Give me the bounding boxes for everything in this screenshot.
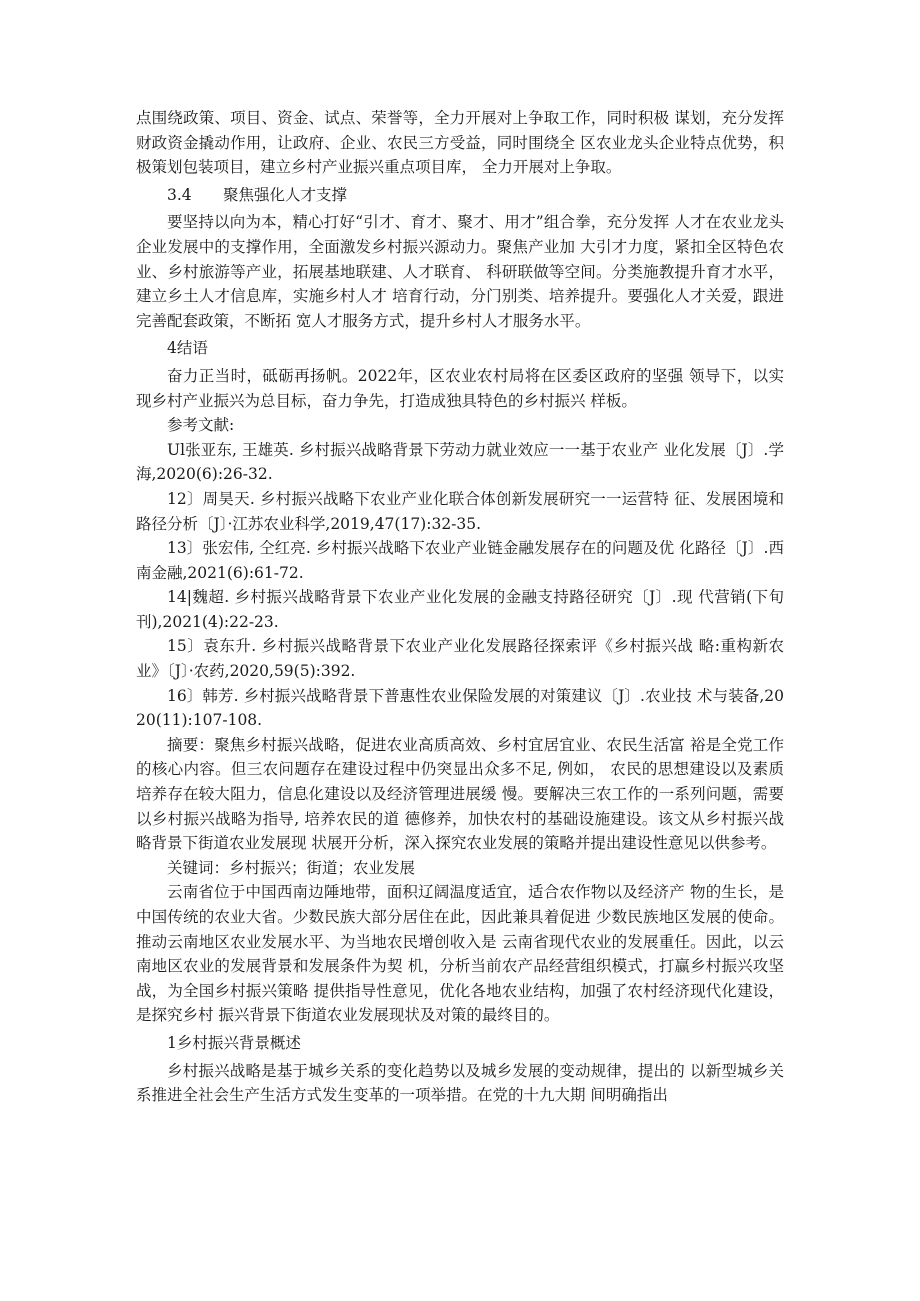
paragraph-conclusion: 奋力正当时，砥砺再扬帆。2022年，区农业农村局将在区委区政府的坚强 领导下，以实现乡村产业振兴为总目标，奋力争先，打造成独具特色的乡村振兴 样板。 (136, 366, 784, 410)
paragraph-yunnan: 云南省位于中国西南边陲地带，面积辽阔温度适宜，适合农作物以及经济产 物的生长，是中国传统的农业大省。少数民族大部分居住在此，因此兼具着促进 少数民族地区发展的使命。推动云南地区农业发展水平、为当地农民增创收入是 云南省现代农业的发展重任。因此，以云南地区农业的发展背景和发展条件为契 机，分析当前农产品经营组织模式，打赢乡村振兴攻坚战，为全国乡村振兴策略 提供指导性意见，优化各地农业结构，加强了农村经济现代化建设，是探究乡村 振兴背景下街道农业发展现状及对策的最终目的。 (136, 883, 784, 1025)
section-title: 聚焦强化人才支撑 (223, 185, 348, 204)
reference-item: 12〕周昊天. 乡村振兴战略下农业产业化联合体创新发展研究一一运营特 征、发展困境和路径分析〔J〕·江苏农业科学,2019,47(17):32-35. (136, 489, 784, 533)
paragraph-talent: 要坚持以向为本，精心打好“引才、育才、聚才、用才”组合拳，充分发挥 人才在农业龙头企业发展中的支撑作用，全面激发乡村振兴源动力。聚焦产业加 大引才力度，紧扣全区特色农业、乡村旅游等产业，拓展基地联建、人才联育、 科研联做等空间。分类施教提升育才水平，建立乡土人才信息库，实施乡村人才 培育行动，分门别类、培养提升。要强化人才关爱，跟进完善配套政策，不断拓 宽人才服务方式，提升乡村人才服务水平。 (136, 213, 784, 330)
section-heading-4: 4结语 (167, 339, 208, 358)
section-heading-1: 1乡村振兴背景概述 (167, 1033, 301, 1052)
reference-item: Ul张亚东, 王雄英. 乡村振兴战略背景下劳动力就业效应一一基于农业产 业化发展〔J〕.学海,2020(6):26-32. (136, 440, 784, 484)
paragraph-abstract: 摘要：聚焦乡村振兴战略，促进农业高质高效、乡村宜居宜业、农民生活富 裕是全党工作的核心内容。但三农问题存在建设过程中仍突显出众多不足, 例如， 农民的思想建设以及素质培养存在较大阻力，信息化建设以及经济管理进展缓 慢。要解决三农工作的一系列问题，需要以乡村振兴战略为指导, 培养农民的道 德修养，加快农村的基础设施建设。该文从乡村振兴战略背景下街道农业发展现 状展开分析，深入探究农业发展的策略并提出建设性意见以供参考。 (136, 735, 784, 853)
paragraph-keywords: 关键词：乡村振兴；街道；农业发展 (167, 858, 416, 877)
section-number: 3.4 (167, 185, 192, 204)
document-page (136, 106, 784, 1108)
paragraph-background: 乡村振兴战略是基于城乡关系的变化趋势以及城乡发展的变动规律，提出的 以新型城乡关系推进全社会生产生活方式发生变革的一项举措。在党的十九大期 间明确指出 (136, 1061, 784, 1105)
reference-item: 15〕袁东升. 乡村振兴战略背景下农业产业化发展路径探索评《乡村振兴战 略:重构新农业》〔J〕·农药,2020,59(5):392. (136, 637, 784, 681)
reference-item: 14|魏超. 乡村振兴战略背景下农业产业化发展的金融支持路径研究〔J〕.现 代营销(下旬刊),2021(4):22-23. (136, 588, 784, 631)
paragraph-intro: 点围绕政策、项目、资金、试点、荣誉等，全力开展对上争取工作，同时积极 谋划，充分发挥财政资金撬动作用，让政府、企业、农民三方受益，同时围绕全 区农业龙头企业特点优势，积极策划包装项目，建立乡村产业振兴重点项目库， 全力开展对上争取。 (136, 109, 784, 177)
reference-item: 13〕张宏伟, 仝红亮. 乡村振兴战略下农业产业链金融发展存在的问题及优 化路径〔J〕.西南金融,2021(6):61-72. (136, 539, 784, 582)
reference-item: 16〕韩芳. 乡村振兴战略背景下普惠性农业保险发展的对策建议〔J〕.农业技 术与装备,2020(11):107-108. (136, 686, 784, 730)
references-title: 参考文献: (167, 416, 235, 435)
section-heading-3-4 (136, 183, 784, 208)
